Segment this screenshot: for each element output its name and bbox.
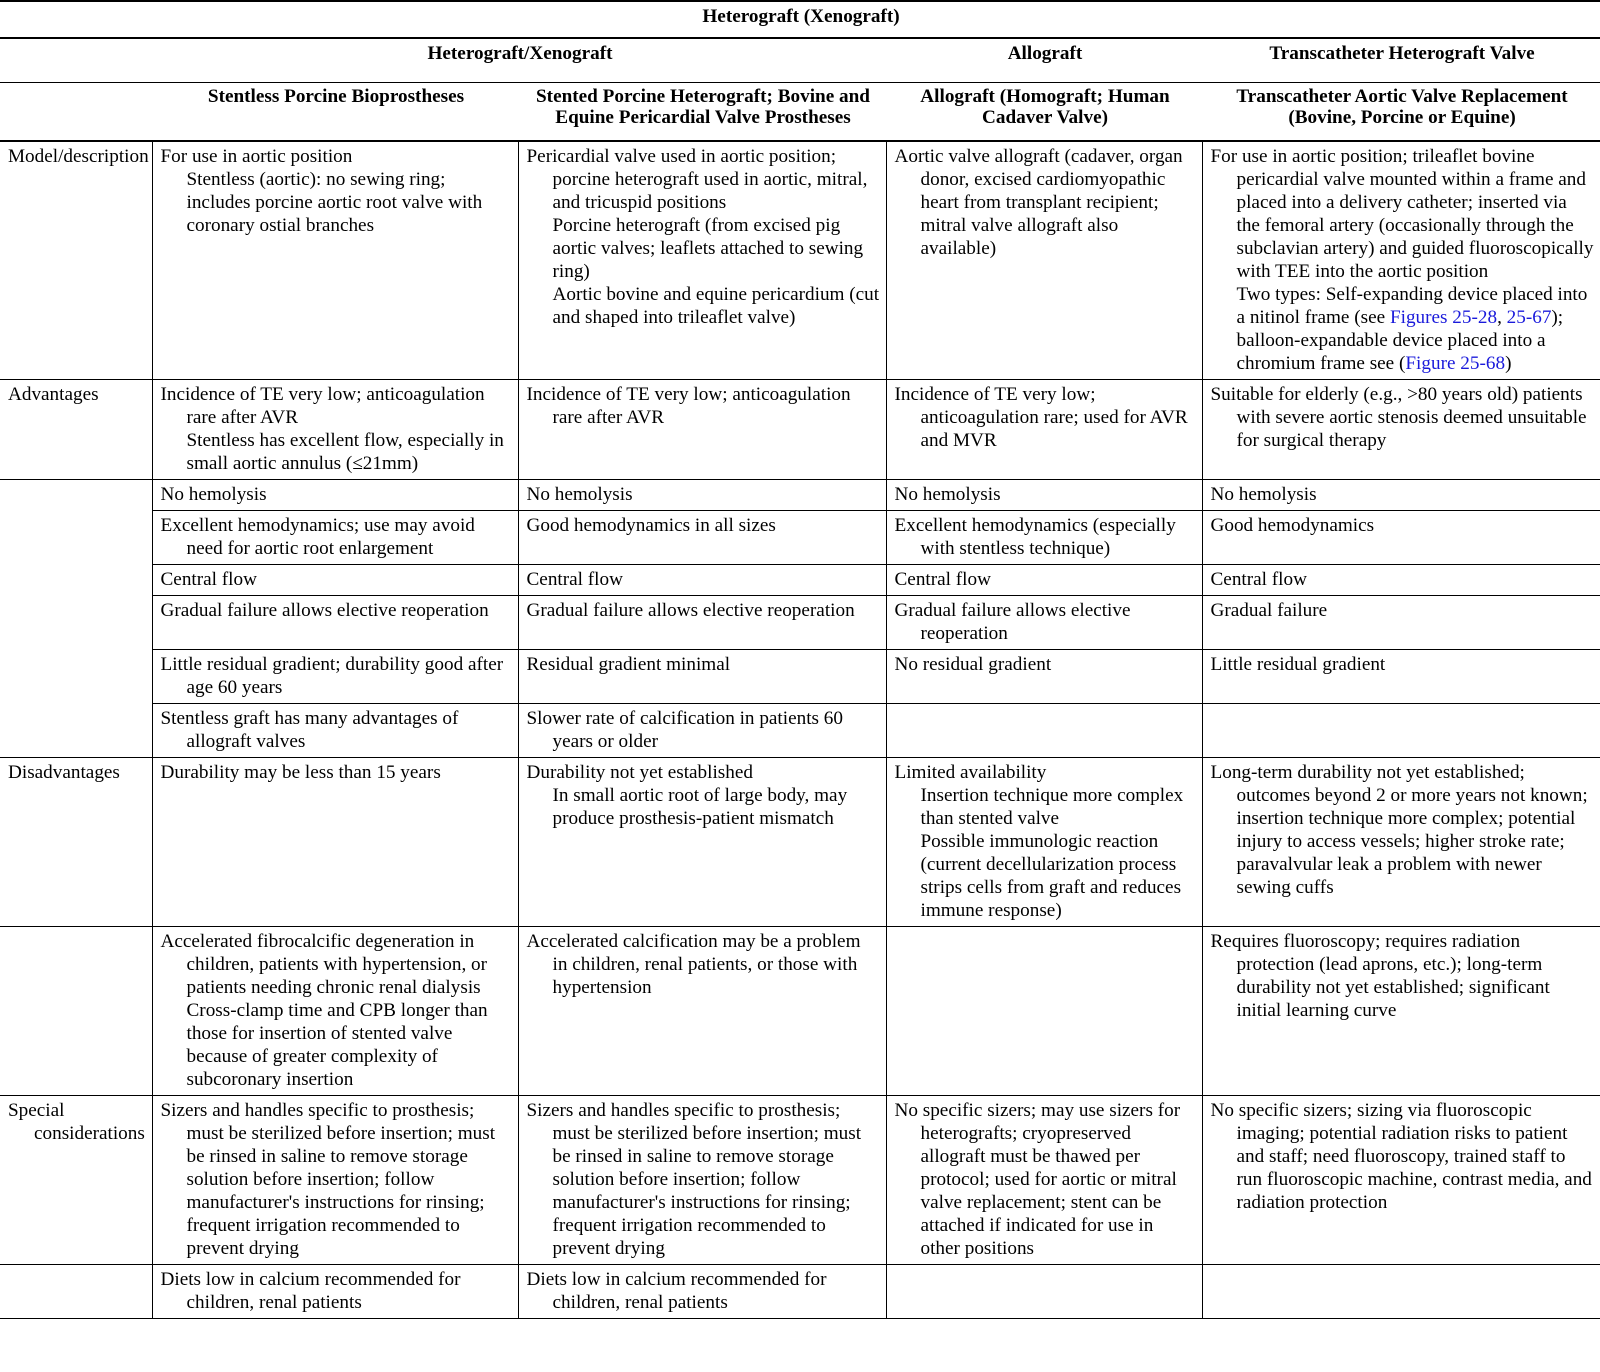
table-cell: Central flow (152, 565, 518, 596)
table-cell: Accelerated fibrocalcific degeneration in children, patients with hypertension, or patients needing chronic renal dialysis Cross-clamp time and CPB longer than those for insertion of stented valve because of greater complexity of subcoronary insertion (152, 927, 518, 1096)
table-cell: Sizers and handles specific to prosthesis; must be sterilized before insertion; must be rinsed in saline to remove storage solution before insertion; follow manufacturer's instructions for rinsing; frequent irrigation recommended to prevent drying (518, 1096, 886, 1265)
table-cell: Stentless graft has many advantages of allograft valves (152, 704, 518, 758)
table-cell (886, 704, 1202, 758)
table-cell: Durability may be less than 15 years (152, 758, 518, 927)
table-cell (886, 1265, 1202, 1319)
figure-link[interactable]: Figure 25-68 (1405, 353, 1506, 374)
table-cell: Little residual gradient (1202, 650, 1600, 704)
table-cell: Slower rate of calcification in patients 60 years or older (518, 704, 886, 758)
table-cell: Sizers and handles specific to prosthesis; must be sterilized before insertion; must be rinsed in saline to remove storage solution before insertion; follow manufacturer's instructions for rinsing; frequent irrigation recommended to prevent drying (152, 1096, 518, 1265)
row-label-empty (0, 1265, 152, 1319)
table-row (0, 927, 1600, 1096)
table-cell: Excellent hemodynamics; use may avoid need for aortic root enlargement (152, 511, 518, 565)
table-row (0, 1096, 1600, 1265)
subheader-stented: Stented Porcine Heterograft; Bovine and Equine Pericardial Valve Prostheses (518, 83, 886, 142)
table-cell: For use in aortic position; trileaflet bovine pericardial valve mounted within a frame and placed into a delivery catheter; inserted via the femoral artery (occasionally through the subclavian artery) and guided fluoroscopically with TEE into the aortic position Two types: Self-expanding device placed into a nitinol frame (see Figures 25-28, 25-67); balloon-expandable device placed into a chromium frame see (Figure 25-68) (1202, 141, 1600, 380)
table-cell: Little residual gradient; durability good after age 60 years (152, 650, 518, 704)
table-cell: Incidence of TE very low; anticoagulation rare after AVR Stentless has excellent flow, especially in small aortic annulus (≤21mm) (152, 380, 518, 480)
table-cell: Long-term durability not yet established; outcomes beyond 2 or more years not known; insertion technique more complex; potential injury to access vessels; higher stroke rate; paravalvular leak a problem with newer sewing cuffs (1202, 758, 1600, 927)
row-label: Advantages (0, 380, 152, 480)
table-cell: Gradual failure allows elective reoperation (518, 596, 886, 650)
table-cell: For use in aortic position Stentless (aortic): no sewing ring; includes porcine aortic root valve with coronary ostial branches (152, 141, 518, 380)
table-row (0, 1265, 1600, 1319)
table-row (0, 650, 1600, 704)
subheader-tavr: Transcatheter Aortic Valve Replacement (Bovine, Porcine or Equine) (1202, 83, 1600, 142)
table-cell: Central flow (518, 565, 886, 596)
table-cell: Requires fluoroscopy; requires radiation protection (lead aprons, etc.); long-term durability not yet established; significant initial learning curve (1202, 927, 1600, 1096)
table-cell: Gradual failure allows elective reoperation (886, 596, 1202, 650)
group-header-allograft: Allograft (886, 38, 1202, 83)
row-label: Disadvantages (0, 758, 152, 927)
table-cell: Gradual failure (1202, 596, 1600, 650)
table-cell: Pericardial valve used in aortic position; porcine heterograft used in aortic, mitral, and tricuspid positions Porcine heterograft (from excised pig aortic valves; leaflets attached to sewing ring) Aortic bovine and equine pericardium (cut and shaped into trileaflet valve) (518, 141, 886, 380)
table-cell (1202, 704, 1600, 758)
table-cell: Durability not yet established In small aortic root of large body, may produce prosthesis-patient mismatch (518, 758, 886, 927)
figure-link[interactable]: 25-67 (1506, 307, 1552, 328)
group-header-heterograft: Heterograft/Xenograft (152, 38, 886, 83)
table-cell: No residual gradient (886, 650, 1202, 704)
table-cell: Central flow (1202, 565, 1600, 596)
table-cell (886, 927, 1202, 1096)
table-cell: Incidence of TE very low; anticoagulation rare after AVR (518, 380, 886, 480)
table-cell: No hemolysis (1202, 480, 1600, 511)
table-cell: Diets low in calcium recommended for children, renal patients (518, 1265, 886, 1319)
table-cell: Good hemodynamics in all sizes (518, 511, 886, 565)
table-row (0, 511, 1600, 565)
table-cell: No specific sizers; sizing via fluoroscopic imaging; potential radiation risks to patient and staff; need fluoroscopy, trained staff to run fluoroscopic machine, contrast media, and radiation protection (1202, 1096, 1600, 1265)
table-cell: Diets low in calcium recommended for children, renal patients (152, 1265, 518, 1319)
figure-link[interactable]: Figures 25-28 (1389, 307, 1498, 328)
table-row (0, 565, 1600, 596)
table-row (0, 141, 1600, 380)
table-cell: Accelerated calcification may be a problem in children, renal patients, or those with hypertension (518, 927, 886, 1096)
table-cell: Gradual failure allows elective reoperation (152, 596, 518, 650)
subheader-allograft: Allograft (Homograft; Human Cadaver Valve) (886, 83, 1202, 142)
subheader-stentless: Stentless Porcine Bioprostheses (152, 83, 518, 142)
table-cell: Limited availability Insertion technique more complex than stented valve Possible immunologic reaction (current decellularization process strips cells from graft and reduces immune response) (886, 758, 1202, 927)
group-header-transcatheter: Transcatheter Heterograft Valve (1202, 38, 1600, 83)
table-cell: Residual gradient minimal (518, 650, 886, 704)
table-row (0, 704, 1600, 758)
table-cell: Central flow (886, 565, 1202, 596)
table-cell: No hemolysis (886, 480, 1202, 511)
table-row (0, 480, 1600, 511)
table-cell: Excellent hemodynamics (especially with stentless technique) (886, 511, 1202, 565)
row-label: Model/description (0, 141, 152, 380)
table-cell: Good hemodynamics (1202, 511, 1600, 565)
row-label-empty (0, 480, 152, 758)
table-row (0, 596, 1600, 650)
table-cell: Aortic valve allograft (cadaver, organ donor, excised cardiomyopathic heart from transplant recipient; mitral valve allograft also available) (886, 141, 1202, 380)
table-cell (1202, 1265, 1600, 1319)
table-cell: Incidence of TE very low; anticoagulation rare; used for AVR and MVR (886, 380, 1202, 480)
table-cell: No specific sizers; may use sizers for heterografts; cryopreserved allograft must be thawed per protocol; used for aortic or mitral valve replacement; stent can be attached if indicated for use in other positions (886, 1096, 1202, 1265)
table-cell: No hemolysis (518, 480, 886, 511)
table-cell: No hemolysis (152, 480, 518, 511)
table-title: Heterograft (Xenograft) (0, 1, 1600, 38)
table-row (0, 758, 1600, 927)
row-label-empty (0, 927, 152, 1096)
row-label: Special considerations (0, 1096, 152, 1265)
table-row (0, 380, 1600, 480)
table-cell: Suitable for elderly (e.g., >80 years old) patients with severe aortic stenosis deemed unsuitable for surgical therapy (1202, 380, 1600, 480)
